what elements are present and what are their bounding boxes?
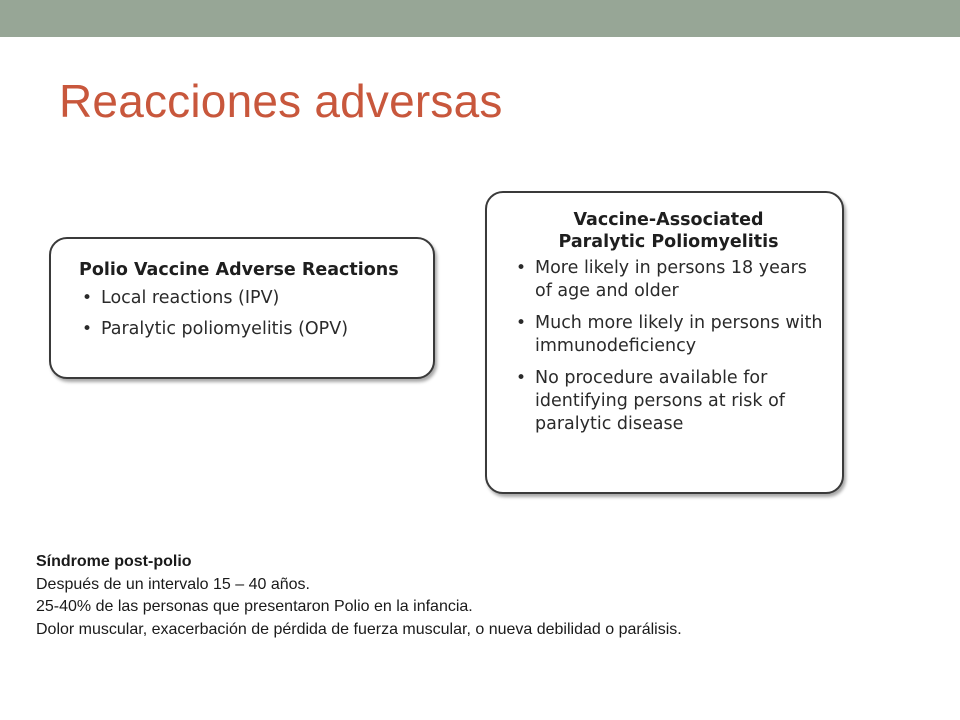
left-box-heading: Polio Vaccine Adverse Reactions	[79, 260, 399, 280]
right-box-heading-line1: Vaccine-Associated	[573, 210, 764, 230]
list-item-text: Local reactions (IPV)	[101, 288, 280, 308]
list-item	[513, 257, 824, 303]
notes-line: Dolor muscular, exacerbación de pérdida de fuerza muscular, o nueva debilidad o parálisis.	[36, 620, 682, 638]
bullet-icon: •	[82, 288, 93, 308]
bullet-icon: •	[516, 368, 527, 388]
list-item	[513, 367, 824, 436]
list-item-text: Much more likely in persons with immunodeficiency	[535, 313, 823, 356]
notes-title: Síndrome post-polio	[36, 553, 192, 570]
polio-adverse-reactions-box	[49, 237, 435, 379]
bullet-icon: •	[516, 258, 527, 278]
bullet-icon: •	[516, 313, 527, 333]
top-accent-bar	[0, 0, 960, 37]
list-item	[79, 287, 415, 310]
slide-title: Reacciones adversas	[59, 75, 503, 127]
list-item-text: Paralytic poliomyelitis (OPV)	[101, 319, 349, 339]
right-box-list	[513, 257, 824, 436]
list-item	[79, 318, 415, 341]
list-item	[513, 312, 824, 358]
list-item-text: More likely in persons 18 years of age and older	[535, 258, 807, 301]
list-item-text: No procedure available for identifying persons at risk of paralytic disease	[535, 368, 785, 434]
notes-line: 25-40% de las personas que presentaron Polio en la infancia.	[36, 598, 473, 615]
post-polio-notes	[36, 551, 936, 641]
bullet-icon: •	[82, 319, 93, 339]
notes-line: Después de un intervalo 15 – 40 años.	[36, 575, 310, 593]
left-box-list	[79, 287, 415, 341]
right-box-heading-line2: Paralytic Poliomyelitis	[558, 232, 779, 252]
vapp-box	[485, 191, 844, 494]
right-box-heading	[513, 209, 824, 253]
